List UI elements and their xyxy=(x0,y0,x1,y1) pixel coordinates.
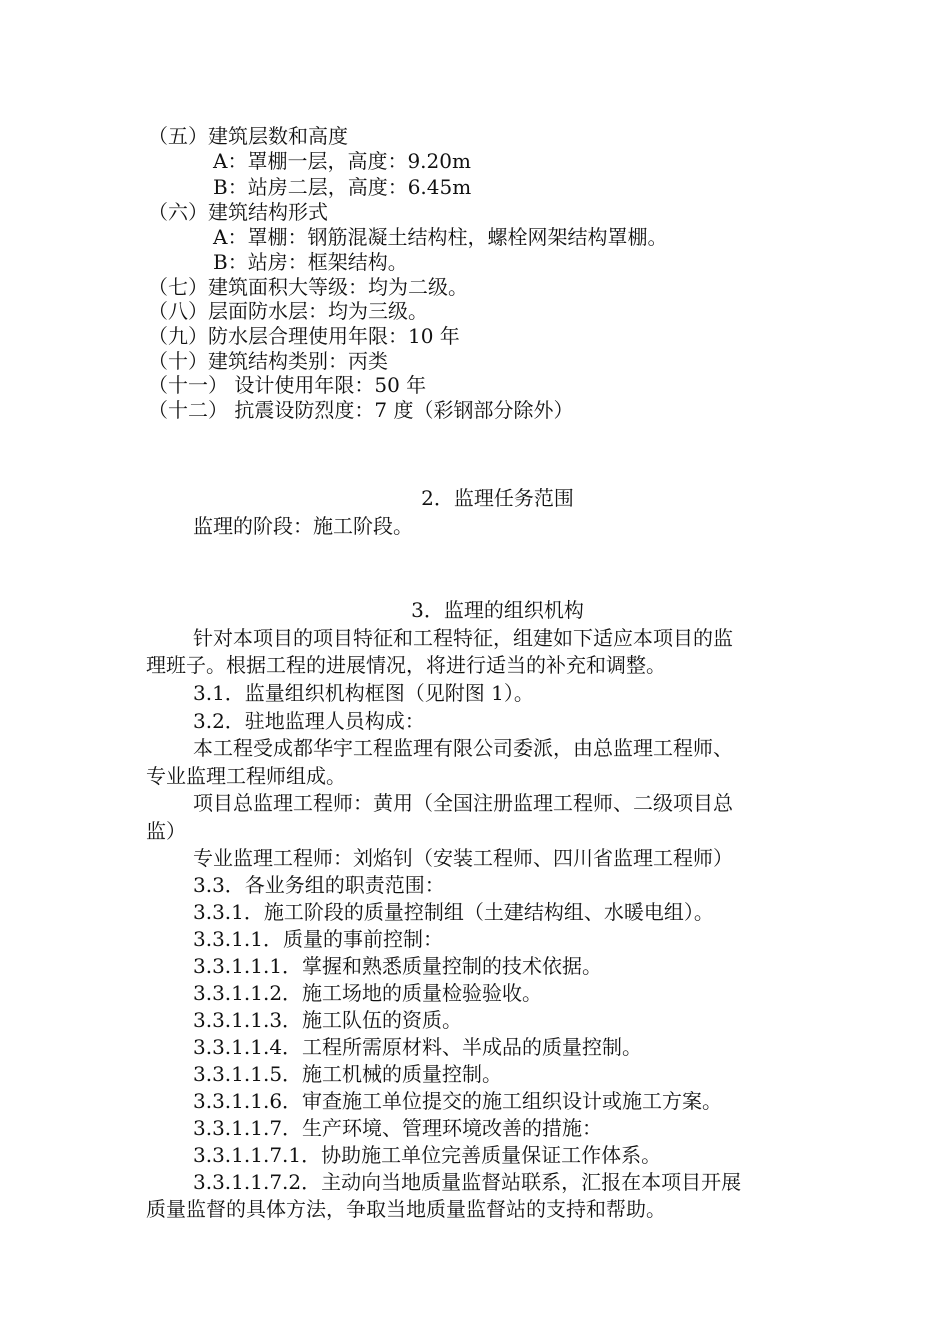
floors-item-b: B：站房二层，高度：6.45m xyxy=(213,175,472,199)
item-3-3-1-1-7-2-line-1: 3.3.1.1.7.2．主动向当地质量监督站联系，汇报在本项目开展 xyxy=(193,1170,742,1194)
item-3-3-1-1-1: 3.3.1.1.1．掌握和熟悉质量控制的技术依据。 xyxy=(193,954,603,978)
section-2-heading: 2．监理任务范围 xyxy=(421,486,574,510)
section-3-intro-line-2: 理班子。根据工程的进展情况，将进行适当的补充和调整。 xyxy=(146,653,666,677)
item-3-3-1-1-3: 3.3.1.1.3．施工队伍的资质。 xyxy=(193,1008,463,1032)
structure-title: （六）建筑结构形式 xyxy=(148,200,328,224)
chief-engineer-line-2: 监） xyxy=(146,819,186,843)
item-3-3-1-1-7-1: 3.3.1.1.7.1．协助施工单位完善质量保证工作体系。 xyxy=(193,1143,662,1167)
item-3-3-1-1-2: 3.3.1.1.2．施工场地的质量检验验收。 xyxy=(193,981,543,1005)
item-3-3-1-1: 3.3.1.1．质量的事前控制： xyxy=(193,927,443,951)
item-3-1: 3.1．监量组织机构框图（见附图 1）。 xyxy=(193,681,534,705)
commission-line-1: 本工程受成都华宇工程监理有限公司委派，由总监理工程师、 xyxy=(193,736,733,760)
floors-title: （五）建筑层数和高度 xyxy=(148,124,348,148)
structure-item-b: B：站房：框架结构。 xyxy=(213,250,408,274)
structure-item-a: A：罩棚：钢筋混凝土结构柱，螺栓网架结构罩棚。 xyxy=(213,225,668,249)
section-2-body: 监理的阶段：施工阶段。 xyxy=(193,514,413,538)
specialist-engineer: 专业监理工程师：刘焰钊（安装工程师、四川省监理工程师） xyxy=(193,846,733,870)
waterproof-years: （九）防水层合理使用年限：10 年 xyxy=(148,324,460,348)
item-3-3-1-1-5: 3.3.1.1.5．施工机械的质量控制。 xyxy=(193,1062,503,1086)
area-grade: （七）建筑面积大等级：均为二级。 xyxy=(148,275,468,299)
section-3-intro-line-1: 针对本项目的项目特征和工程特征，组建如下适应本项目的监 xyxy=(193,626,733,650)
design-life: （十一） 设计使用年限：50 年 xyxy=(148,373,427,397)
waterproof-layer: （八）层面防水层：均为三级。 xyxy=(148,299,428,323)
commission-line-2: 专业监理工程师组成。 xyxy=(146,764,346,788)
item-3-3-1-1-6: 3.3.1.1.6．审查施工单位提交的施工组织设计或施工方案。 xyxy=(193,1089,723,1113)
item-3-2: 3.2．驻地监理人员构成： xyxy=(193,709,425,733)
chief-engineer-line-1: 项目总监理工程师：黄用（全国注册监理工程师、二级项目总 xyxy=(193,791,733,815)
floors-item-a: A：罩棚一层，高度：9.20m xyxy=(213,149,471,173)
structure-category: （十）建筑结构类别：丙类 xyxy=(148,349,388,373)
item-3-3-1-1-7: 3.3.1.1.7．生产环境、管理环境改善的措施： xyxy=(193,1116,603,1140)
item-3-3: 3.3．各业务组的职责范围： xyxy=(193,873,445,897)
seismic-intensity: （十二） 抗震设防烈度：7 度（彩钢部分除外） xyxy=(148,398,574,422)
item-3-3-1-1-4: 3.3.1.1.4．工程所需原材料、半成品的质量控制。 xyxy=(193,1035,643,1059)
item-3-3-1-1-7-2-line-2: 质量监督的具体方法，争取当地质量监督站的支持和帮助。 xyxy=(146,1197,666,1221)
item-3-3-1: 3.3.1．施工阶段的质量控制组（土建结构组、水暖电组）。 xyxy=(193,900,714,924)
section-3-heading: 3．监理的组织机构 xyxy=(411,598,584,622)
